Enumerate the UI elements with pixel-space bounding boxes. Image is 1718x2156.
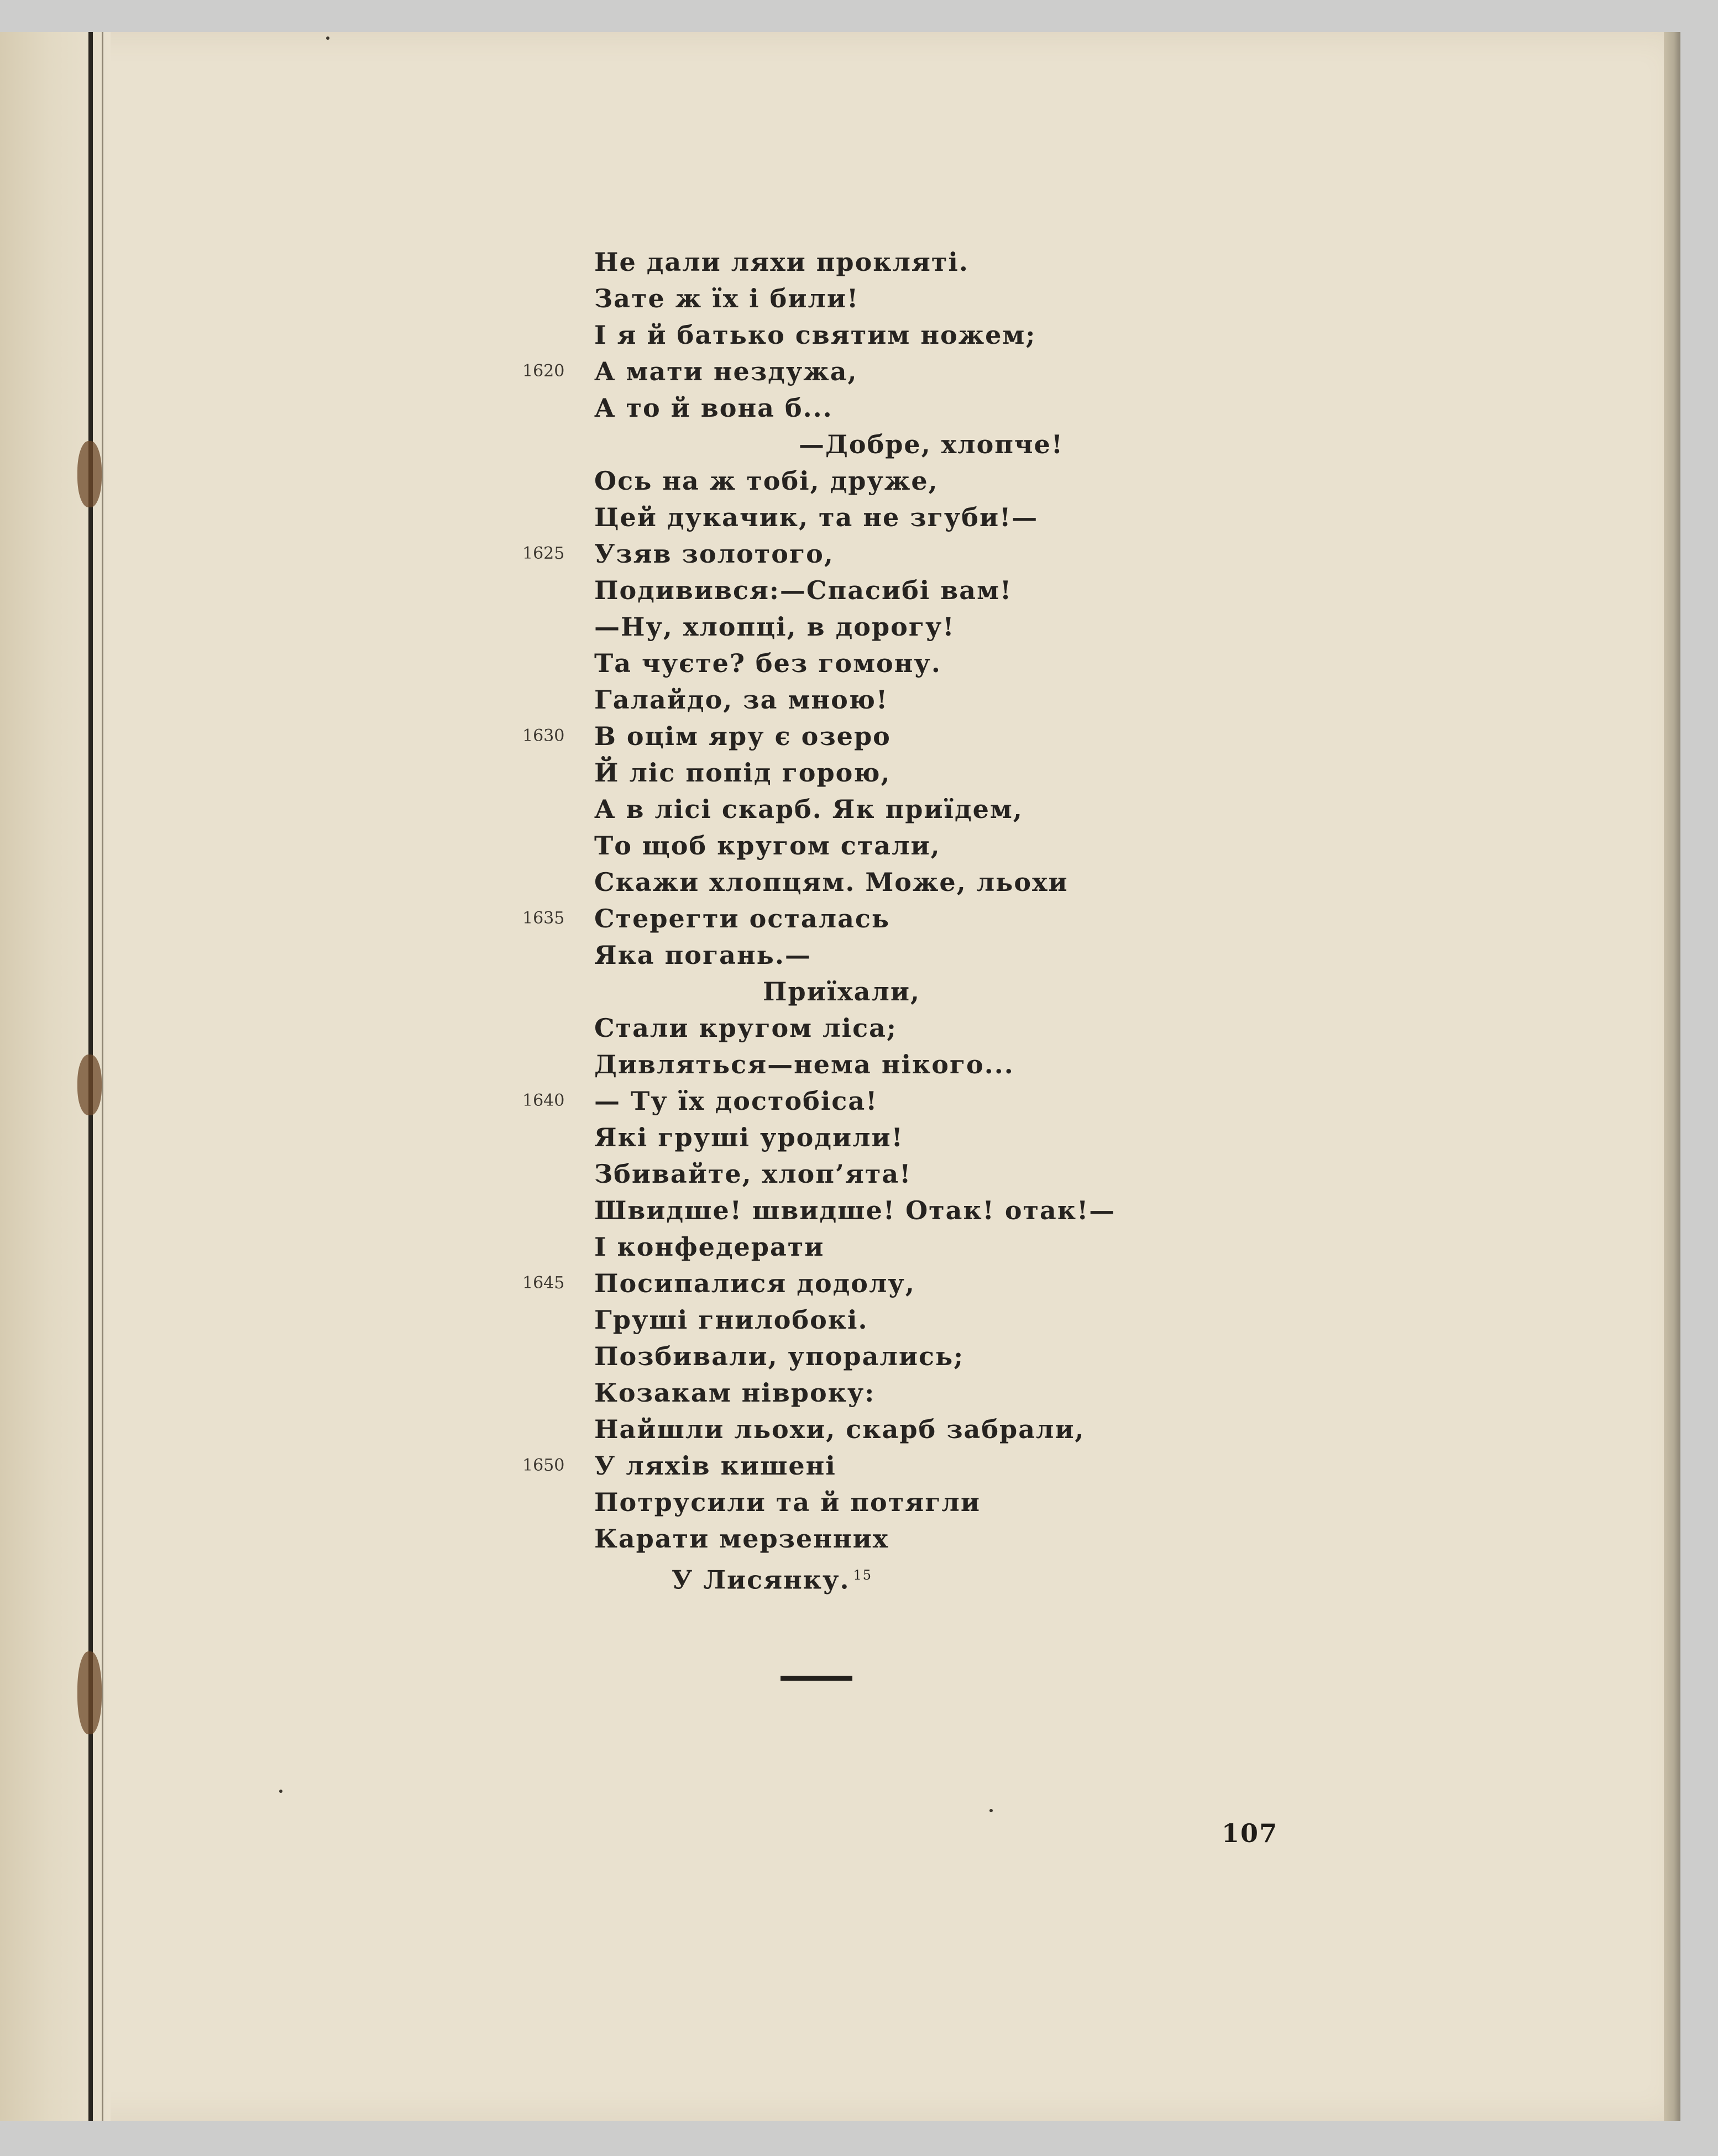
poem-line: І конфедерати (594, 1232, 825, 1262)
poem-line: Карати мерзенних (594, 1524, 889, 1554)
poem-line: Та чуєте? без гомону. (594, 648, 941, 678)
poem-line: Дивляться—нема нікого... (594, 1050, 1014, 1079)
poem-line: Не дали ляхи прокляті. (594, 247, 969, 277)
line-number: 1635 (522, 909, 565, 928)
line-number: 1630 (522, 726, 565, 746)
stain-mark (77, 1055, 102, 1115)
poem-line: У ляхів кишені (594, 1451, 836, 1481)
line-number: 1620 (522, 361, 565, 381)
poem-line: Позбивали, упорались; (594, 1341, 965, 1371)
poem-line: Подивився:—Спасибі вам! (594, 575, 1013, 605)
footnote-mark: 15 (853, 1567, 873, 1583)
poem-line: Зате ж їх і били! (594, 284, 860, 313)
poem-line: Найшли льохи, скарб забрали, (594, 1414, 1085, 1444)
line-number: 1625 (522, 544, 565, 563)
poem-line: Й ліс попід горою, (594, 758, 891, 788)
poem-line: А в лісі скарб. Як приїдем, (594, 794, 1023, 824)
poem-line: Груші гнилобокі. (594, 1305, 868, 1335)
poem-line: Приїхали, (763, 977, 920, 1006)
book-page (0, 32, 1680, 2121)
poem-line: Які груші уродили! (594, 1122, 904, 1152)
poem-line: Потрусили та й потягли (594, 1487, 981, 1517)
line-number: 1650 (522, 1456, 565, 1475)
poem-line: —Добре, хлопче! (799, 429, 1064, 459)
poem-line: Швидше! швидше! Отак! отак!— (594, 1195, 1116, 1225)
spine-line-secondary (102, 32, 103, 2121)
poem-line: І я й батько святим ножем; (594, 320, 1036, 350)
page-edge (1664, 32, 1680, 2121)
poem-line: Збивайте, хлоп’ята! (594, 1159, 912, 1189)
poem-line: В оцім яру є озеро (594, 721, 891, 751)
poem-line-final-text: У Лисянку. (672, 1565, 850, 1595)
stain-mark (77, 441, 102, 507)
poem-line: Галайдо, за мною! (594, 685, 889, 715)
poem-line: Козакам нівроку: (594, 1378, 876, 1408)
poem-line: Узяв золотого, (594, 539, 834, 569)
poem-line: Ось на ж тобі, друже, (594, 466, 939, 496)
poem-line: А мати нездужа, (594, 356, 858, 386)
speck (989, 1809, 993, 1812)
line-number: 1640 (522, 1091, 565, 1110)
poem-line: Стали кругом ліса; (594, 1013, 897, 1043)
speck (279, 1790, 282, 1793)
section-rule (781, 1676, 852, 1681)
poem-line: То щоб кругом стали, (594, 831, 941, 861)
speck (326, 36, 329, 40)
poem-line: Цей дукачик, та не згуби!— (594, 502, 1039, 532)
poem-line: Стерегти осталась (594, 904, 891, 933)
stain-mark (77, 1651, 102, 1734)
page-number: 107 (1222, 1818, 1279, 1848)
line-number: 1645 (522, 1273, 565, 1293)
poem-line: —Ну, хлопці, в дорогу! (594, 612, 955, 642)
poem-line: А то й вона б... (594, 393, 833, 423)
poem-line: Яка погань.— (594, 940, 811, 970)
poem-line-final (672, 1560, 872, 1595)
poem-line: — Ту їх достобіса! (594, 1086, 878, 1116)
poem-line: Скажи хлопцям. Може, льохи (594, 867, 1068, 897)
poem-line: Посипалися додолу, (594, 1268, 915, 1298)
